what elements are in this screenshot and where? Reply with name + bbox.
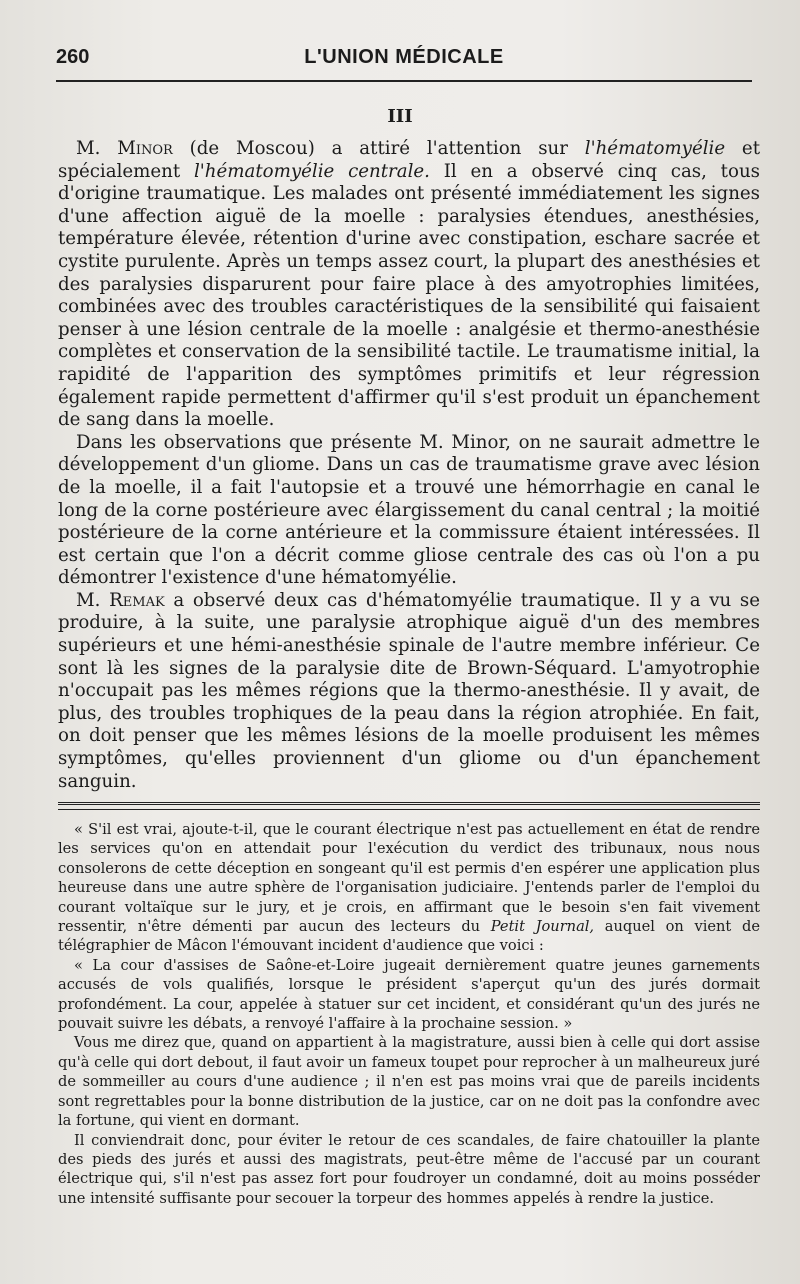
text-run: « S'il est vrai, ajoute-t-il, que le courant électrique n'est pas actuellement en état de rendre les services qu'on en attendait pour l'exécution du verdict des tribunaux, nous nous consolerons de cette déception en songeant qu'il est permis d'en espérer une application plus heureuse dans une autre sphère de l'organisation judiciaire. J'entends parler de l'emploi du courant voltaïque sur le jury, et je crois, en affirmant que le besoin s'en fait vivement ressentir, n'être démenti par aucun des lecteurs du	[58, 821, 760, 936]
footnote-paragraph: Vous me direz que, quand on appartient à la magistrature, aussi bien à celle qui dort assise qu'à celle qui dort debout, il faut avoir un fameux toupet pour reprocher à un malheureux juré de sommeiller au cours d'une audience ; il n'en est pas moins vrai que de pareils incidents sont regrettables pour la bonne distribution de la justice, car on ne doit pas la confondre avec la fortune, qui vient en dormant.	[58, 1034, 760, 1130]
italic-term: l'hématomyélie	[584, 138, 726, 159]
author-name: Minor	[117, 138, 173, 159]
text-run: M.	[76, 138, 118, 159]
paragraph-minor	[58, 138, 760, 432]
section-number: III	[387, 106, 413, 127]
author-name: Remak	[109, 589, 165, 611]
text-run: et spécialement	[58, 138, 761, 182]
feuilleton-rule	[58, 802, 760, 810]
paragraph-remak	[58, 590, 760, 793]
newspaper-title: Petit Journal,	[490, 918, 595, 936]
italic-term: l'hématomyélie centrale.	[193, 160, 430, 182]
header-rule	[56, 80, 752, 82]
paragraph-observations: Dans les observations que présente M. Minor, on ne saurait admettre le développement d'un gliome. Dans un cas de traumatisme grave avec lésion de la moelle, il a fait l'autopsie et a trouvé une hémorrhagie en canal le long de la corne postérieure avec élargissement du canal central ; la moitié postérieure de la corne antérieure et la commissure étaient intéressées. Il est certain que l'on a décrit comme gliose centrale des cas où l'on a pu démontrer l'existence d'une hématomyélie.	[58, 431, 760, 589]
text-run: auquel on vient de télégraphier de Mâcon l'émouvant incident d'audience que voici :	[58, 918, 760, 955]
text-run: (de Moscou) a attiré l'attention sur	[172, 138, 585, 159]
running-title: L'UNION MÉDICALE	[304, 46, 504, 68]
footnote-paragraph	[58, 820, 760, 956]
page-header	[56, 46, 752, 76]
feuilleton-text	[58, 820, 760, 1208]
footnote-paragraph: Il conviendrait donc, pour éviter le retour de ces scandales, de faire chatouiller la plante des pieds des jurés et aussi des magistrats, peut-être même de l'accusé par un courant électrique qui, s'il n'est pas assez fort pour foudroyer un condamné, doit au moins posséder une intensité suffisante pour secouer la torpeur des hommes appelés à rendre la justice.	[58, 1131, 760, 1207]
main-text	[58, 138, 760, 793]
text-run: a observé deux cas d'hématomyélie traumatique. Il y a vu se produire, à la suite, une paralysie atrophique aiguë d'un des membres supérieurs et une hémi-anesthésie spinale de l'autre membre inférieur. Ce sont là les signes de la paralysie dite de Brown-Séquard. L'amyotrophie n'occupait pas les mêmes régions que la thermo-anesthésie. Il y avait, de plus, des troubles trophiques de la peau dans la région atrophiée. En fait, on doit penser que les mêmes lésions de la moelle produisent les mêmes symptômes, qu'elles proviennent d'un gliome ou d'un épanchement sanguin.	[58, 589, 760, 792]
footnote-paragraph: « La cour d'assises de Saône-et-Loire jugeait dernièrement quatre jeunes garnements accusés de vols qualifiés, lorsque le président s'aperçut qu'un des jurés dormait profondément. La cour, appelée à statuer sur cet incident, et considérant qu'un des jurés ne pouvait suivre les débats, a renvoyé l'affaire à la prochaine session. »	[58, 956, 760, 1033]
text-run: M.	[76, 589, 110, 611]
text-run: Il en a observé cinq cas, tous d'origine traumatique. Les malades ont présenté immédiatement les signes d'une affection aiguë de la moelle : paralysies étendues, anesthésies, température élevée, rétention d'urine avec constipation, eschare sacrée et cystite purulente. Après un temps assez court, la plupart des anesthésies et des paralysies disparurent pour faire place à des amyotrophies limitées, combinées avec des troubles caractéristiques de la sensibilité qui faisaient penser à une lésion centrale de la moelle : analgésie et thermo-anesthésie complètes et conservation de la sensibilité tactile. Le traumatisme initial, la rapidité de l'apparition des symptômes primitifs et leur régression également rapide permettent d'affirmer qu'il s'est produit un épanchement de sang dans la moelle.	[58, 160, 760, 431]
page-number: 260	[56, 46, 90, 68]
